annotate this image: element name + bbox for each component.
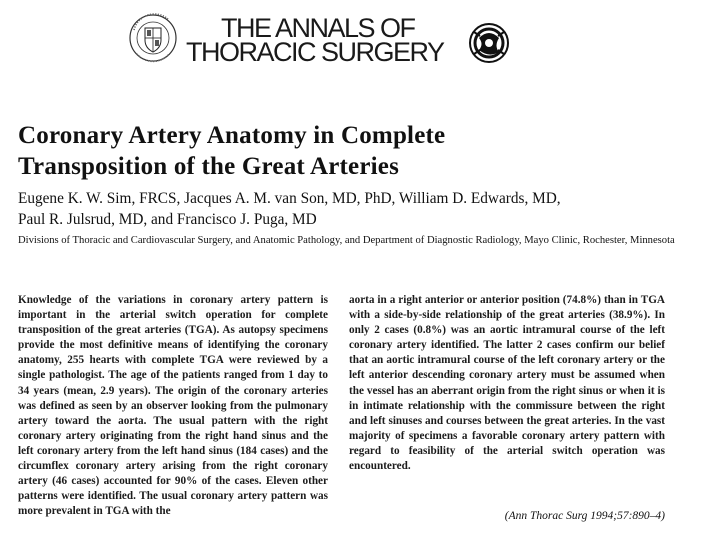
authors-line-2: Paul R. Julsrud, MD, and Francisco J. Puga, MD <box>18 211 317 228</box>
authors-line-1: Eugene K. W. Sim, FRCS, Jacques A. M. van Son, MD, PhD, William D. Edwards, MD, <box>18 190 561 207</box>
journal-name-line1: THE ANNALS OF <box>221 13 415 43</box>
abstract-column-left <box>18 293 328 519</box>
article-authors <box>18 188 688 230</box>
abstract-text-part1: Knowledge of the variations in coronary artery pattern is important in the arterial switch operation for complete transposition of the great arteries (TGA). As autopsy specimens provide the most definitive means of identifying the coronary anatomy, 255 hearts with complete TGA were reviewed by a single pathologist. The age of the patients ranged from 1 day to 34 years (mean, 2.9 years). The origin of the coronary arteries was defined as seen by an observer looking from the pulmonary artery toward the aorta. The usual pattern with the right coronary artery originating from the right hand sinus and the left coronary artery from the left hand sinus (184 cases) and the circumflex coronary artery arising from the right coronary artery (46 cases) accounted for 90% of the cases. Eleven other patterns were identified. The usual coronary artery pattern was more prevalent in TGA with the <box>18 294 328 518</box>
journal-citation: (Ann Thorac Surg 1994;57:890–4) <box>504 510 665 522</box>
journal-name-line2: THORACIC SURGERY <box>186 37 444 67</box>
title-line-2: Transposition of the Great Arteries <box>18 153 400 180</box>
society-seal-icon <box>128 10 178 66</box>
title-line-1: Coronary Artery Anatomy in Complete <box>18 122 446 149</box>
abstract-column-right <box>349 293 665 474</box>
journal-masthead <box>186 13 471 67</box>
journal-emblem-icon <box>468 22 510 64</box>
author-affiliation: Divisions of Thoracic and Cardiovascular Surgery, and Anatomic Pathology, and Department of Diagnostic Radiology, Mayo Clinic, Rochester, Minnesota <box>18 235 675 246</box>
article-title <box>18 120 688 182</box>
abstract-text-part2: aorta in a right anterior or anterior position (74.8%) than in TGA with a side-by-side relationship of the great arteries (38.9%). In only 2 cases (0.8%) was an aortic intramural course of the left coronary artery identified. The latter 2 cases confirm our belief that an aortic intramural course of the left coronary artery or the left anterior descending coronary artery must be assumed when the vessel has an aberrant origin from the right sinus or when it is in intimate relationship with the commissure between the right and left sinuses and courses between the great arteries. In the vast majority of specimens a favorable coronary artery pattern with regard to feasibility of the arterial switch operation was encountered. <box>349 294 665 473</box>
